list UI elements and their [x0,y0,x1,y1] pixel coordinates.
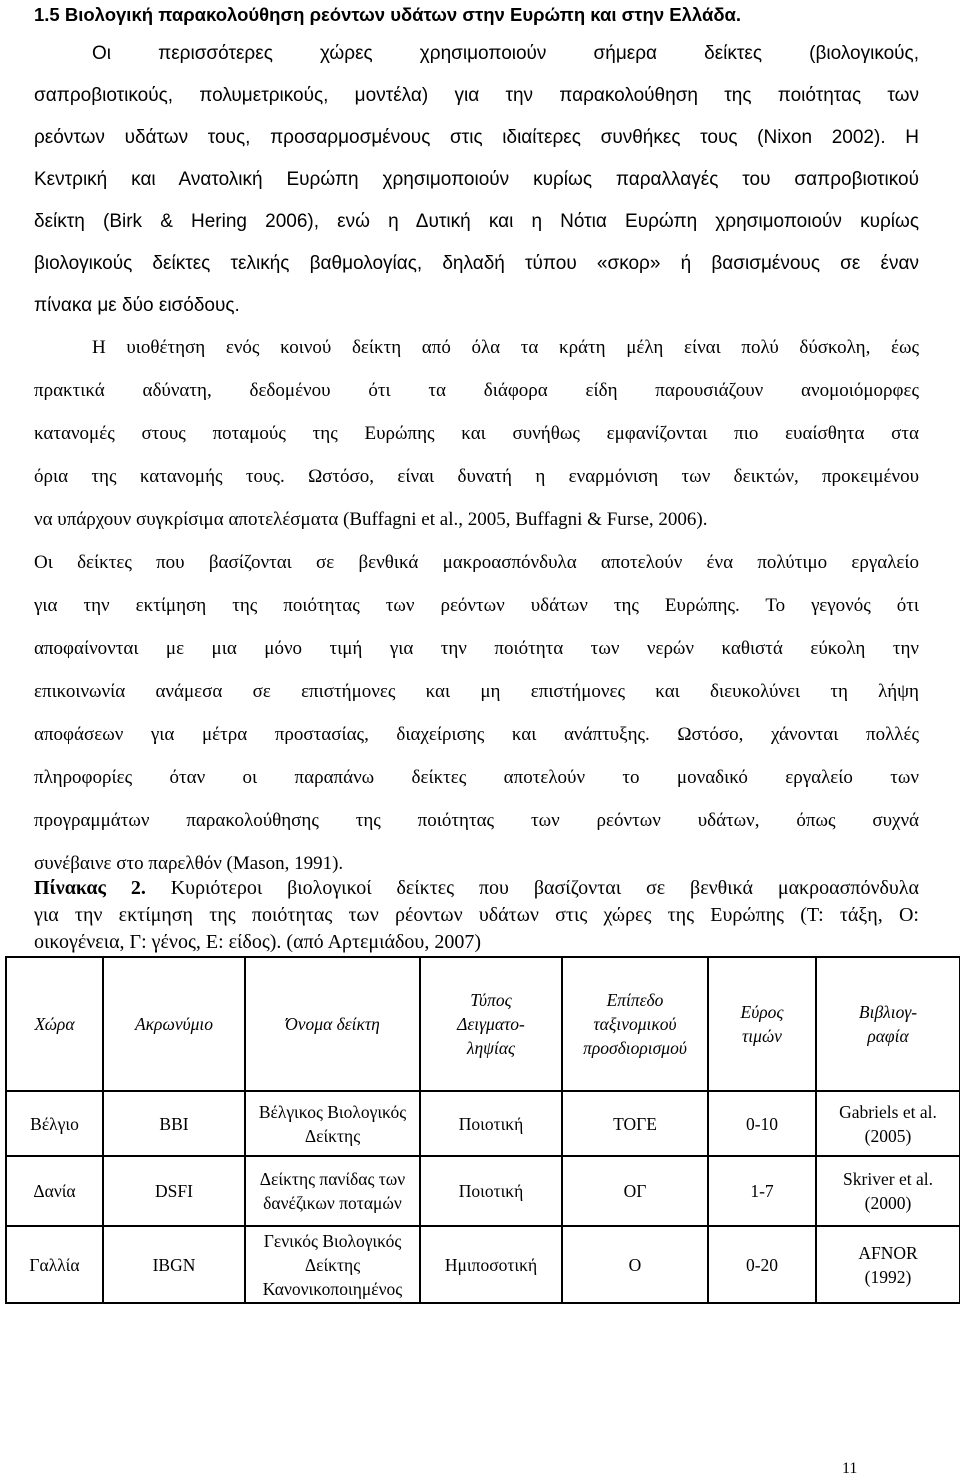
text-line: αποφάσεων για μέτρα προστασίας, διαχείρισης και ανάπτυξης. Ωστόσο, χάνονται πολλές [34,724,919,745]
text-line: σαπροβιοτικούς, πολυμετρικούς, μοντέλα) για την παρακολούθηση της ποιότητας των [34,85,919,106]
cell-index-name: Βέλγικος Βιολογικός Δείκτης [245,1091,420,1156]
caption-line: οικογένεια, Γ: γένος, Ε: είδος). (από Αρτεμιάδου, 2007) [34,931,481,953]
cell-acronym: BBI [103,1091,245,1156]
cell-level: ΟΓ [562,1156,708,1226]
cell-level: Ο [562,1226,708,1303]
cell-index-name: Γενικός Βιολογικός Δείκτης Κανονικοποιημένος [245,1226,420,1303]
text-line: επικοινωνία ανάμεσα σε επιστήμονες και μη επιστήμονες και διευκολύνει τη λήψη [34,681,919,702]
header-reference: Βιβλιογ- ραφία [816,957,960,1091]
page-number: 11 [842,1460,858,1477]
table-row [6,1226,960,1303]
text-line: πρακτικά αδύνατη, δεδομένου ότι τα διάφορα είδη παρουσιάζουν ανομοιόμορφες [34,380,919,401]
cell-country: Γαλλία [6,1226,103,1303]
indices-table [5,956,960,1304]
text-line: Οι περισσότερες χώρες χρησιμοποιούν σήμερα δείκτες (βιολογικούς, [92,43,919,64]
cell-sampling: Ποιοτική [420,1156,562,1226]
header-acronym: Ακρωνύμιο [103,957,245,1091]
section-heading: 1.5 Βιολογική παρακολούθηση ρεόντων υδάτων στην Ευρώπη και στην Ελλάδα. [34,4,742,25]
cell-index-name: Δείκτης πανίδας των δανέζικων ποταμών [245,1156,420,1226]
cell-reference: AFNOR (1992) [816,1226,960,1303]
cell-sampling: Ποιοτική [420,1091,562,1156]
table-row [6,1091,960,1156]
cell-sampling: Ημιποσοτική [420,1226,562,1303]
caption-label: Πίνακας 2. [34,877,146,899]
header-index-name: Όνομα δείκτη [245,957,420,1091]
caption-text: Κυριότεροι βιολογικοί δείκτες που βασίζονται σε βενθικά μακροασπόνδυλα [145,877,920,899]
table-row [6,1156,960,1226]
header-taxonomic-level: Επίπεδο ταξινομικού προσδιορισμού [562,957,708,1091]
cell-range: 0-10 [708,1091,816,1156]
caption-line: για την εκτίμηση της ποιότητας των ρέοντων υδάτων στις χώρες της Ευρώπης (Τ: τάξη, Ο: [34,904,919,926]
text-line: βιολογικούς δείκτες τελικής βαθμολογίας, δηλαδή τύπου «σκορ» ή βασισμένους σε έναν [34,253,919,274]
caption-line [34,875,919,901]
cell-level: ΤΟΓΕ [562,1091,708,1156]
text-line: συνέβαινε στο παρελθόν (Mason, 1991). [34,853,344,874]
text-line: να υπάρχουν συγκρίσιμα αποτελέσματα (Buffagni et al., 2005, Buffagni & Furse, 2006). [34,509,708,530]
text-line: πίνακα με δύο εισόδους. [34,295,240,316]
text-line: Η υιοθέτηση ενός κοινού δείκτη από όλα τα κράτη μέλη είναι πολύ δύσκολη, έως [92,337,919,358]
cell-acronym: IBGN [103,1226,245,1303]
text-line: για την εκτίμηση της ποιότητας των ρεόντων υδάτων της Ευρώπης. Το γεγονός ότι [34,595,919,616]
cell-range: 1-7 [708,1156,816,1226]
text-line: δείκτη (Birk & Hering 2006), ενώ η Δυτική και η Νότια Ευρώπη χρησιμοποιούν κυρίως [34,211,919,232]
cell-reference: Gabriels et al. (2005) [816,1091,960,1156]
text-line: Οι δείκτες που βασίζονται σε βενθικά μακροασπόνδυλα αποτελούν ένα πολύτιμο εργαλείο [34,552,919,573]
header-value-range: Εύρος τιμών [708,957,816,1091]
cell-country: Δανία [6,1156,103,1226]
text-line: αποφαίνονται με μια μόνο τιμή για την ποιότητα των νερών καθιστά εύκολη την [34,638,919,659]
text-line: κατανομές στους ποταμούς της Ευρώπης και συνήθως εμφανίζονται πιο ευαίσθητα στα [34,423,919,444]
text-line: πληροφορίες όταν οι παραπάνω δείκτες αποτελούν το μοναδικό εργαλείο των [34,767,919,788]
text-line: προγραμμάτων παρακολούθησης της ποιότητας των ρεόντων υδάτων, όπως συχνά [34,810,919,831]
cell-range: 0-20 [708,1226,816,1303]
table-header-row [6,957,960,1091]
cell-country: Βέλγιο [6,1091,103,1156]
cell-reference: Skriver et al. (2000) [816,1156,960,1226]
cell-acronym: DSFI [103,1156,245,1226]
text-line: Κεντρική και Ανατολική Ευρώπη χρησιμοποιούν κυρίως παραλλαγές του σαπροβιοτικού [34,169,919,190]
header-sampling-type: Τύπος Δειγματο- ληψίας [420,957,562,1091]
text-line: όρια της κατανομής τους. Ωστόσο, είναι δυνατή η εναρμόνιση των δεικτών, προκειμένου [34,466,919,487]
text-line: ρεόντων υδάτων τους, προσαρμοσμένους στις ιδιαίτερες συνθήκες τους (Nixon 2002). Η [34,127,919,148]
header-country: Χώρα [6,957,103,1091]
